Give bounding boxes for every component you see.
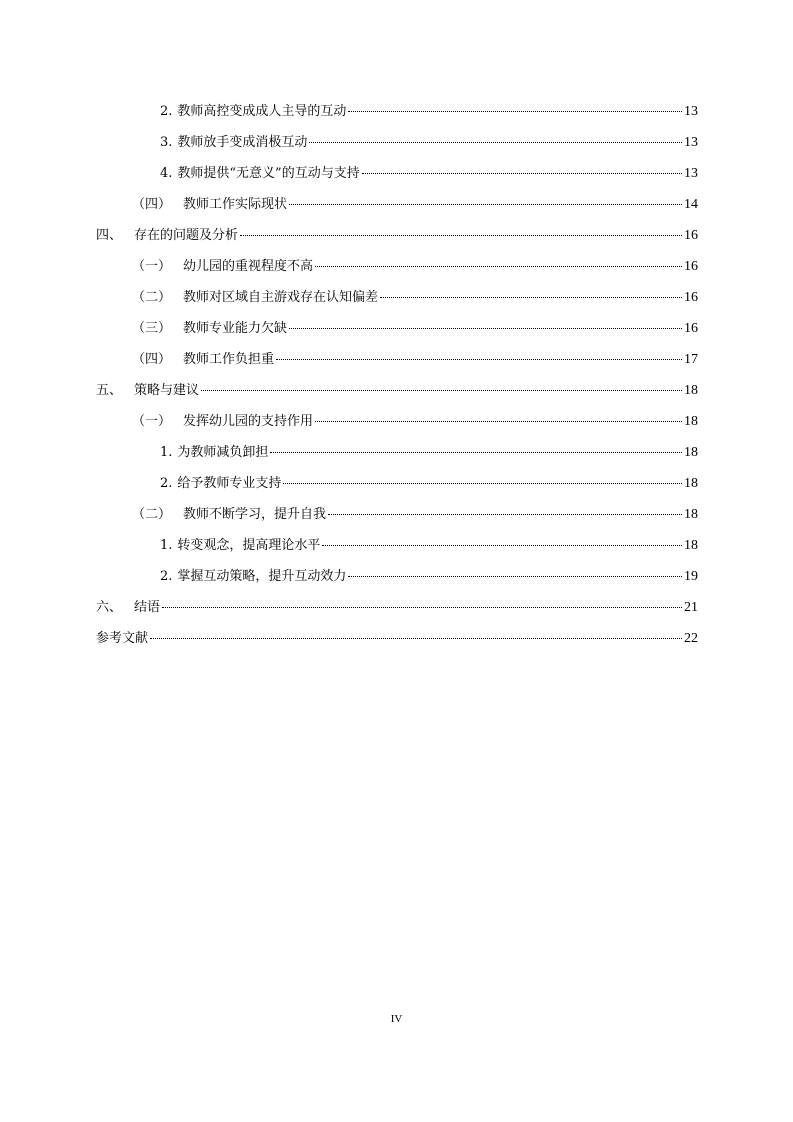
toc-entry-page-number: 17	[684, 352, 698, 367]
toc-entry[interactable]	[96, 561, 698, 592]
toc-entry-label	[132, 282, 378, 313]
toc-entry-label	[96, 592, 160, 623]
toc-entry-title: 教师高控变成成人主导的互动	[177, 104, 347, 119]
toc-entry-page-number: 16	[684, 259, 698, 274]
toc-entry-title: 幼儿园的重视程度不高	[183, 259, 314, 274]
toc-entry[interactable]	[96, 406, 698, 437]
toc-entry-number: 四、	[96, 228, 123, 243]
toc-entry-page-number: 18	[684, 538, 698, 553]
toc-entry[interactable]	[96, 530, 698, 561]
toc-entry-number: （二）	[132, 290, 172, 305]
toc-entry[interactable]	[96, 468, 698, 499]
toc-entry-label	[96, 220, 238, 251]
toc-entry[interactable]	[96, 499, 698, 530]
toc-entry-page-number: 19	[684, 569, 698, 584]
dot-leader	[276, 358, 682, 360]
toc-entry[interactable]	[96, 220, 698, 251]
toc-entry[interactable]	[96, 282, 698, 313]
toc-entry-number: 3.	[160, 135, 173, 150]
toc-entry-label	[132, 189, 287, 220]
toc-entry-number: 2.	[160, 104, 173, 119]
toc-entry-title: 教师对区域自主游戏存在认知偏差	[183, 290, 379, 305]
toc-entry-title: 教师提供“无意义”的互动与支持	[177, 166, 360, 181]
toc-entry-number: 五、	[96, 383, 123, 398]
toc-entry-number: 2.	[160, 476, 173, 491]
toc-entry-label	[160, 468, 281, 499]
page-footer-number: IV	[390, 1013, 403, 1025]
dot-leader	[322, 544, 682, 546]
toc-entry-page-number: 18	[684, 414, 698, 429]
toc-entry[interactable]	[96, 189, 698, 220]
dot-leader	[162, 606, 682, 608]
dot-leader	[309, 141, 682, 143]
toc-entry-page-number: 18	[684, 507, 698, 522]
toc-entry-title: 结语	[134, 600, 161, 615]
toc-entry-label	[132, 499, 326, 530]
dot-leader	[289, 203, 682, 205]
toc-entry-label	[132, 313, 287, 344]
toc-entry-label	[132, 406, 313, 437]
toc-entry-title: 参考文献	[96, 631, 149, 646]
table-of-contents	[96, 96, 698, 654]
toc-entry-number: （一）	[132, 414, 172, 429]
toc-entry[interactable]	[96, 313, 698, 344]
dot-leader	[315, 420, 682, 422]
toc-entry-title: 教师放手变成消极互动	[177, 135, 308, 150]
toc-entry-number: 1.	[160, 538, 173, 553]
toc-entry-page-number: 14	[684, 197, 698, 212]
toc-entry[interactable]	[96, 158, 698, 189]
dot-leader	[328, 513, 682, 515]
toc-entry[interactable]	[96, 592, 698, 623]
toc-entry-page-number: 13	[684, 135, 698, 150]
toc-entry-label	[96, 375, 199, 406]
toc-entry-number: 六、	[96, 600, 123, 615]
dot-leader	[315, 265, 682, 267]
toc-entry-label	[132, 344, 274, 375]
toc-entry-title: 为教师减负卸担	[177, 445, 269, 460]
toc-entry-label	[132, 251, 313, 282]
toc-entry-title: 教师工作实际现状	[183, 197, 288, 212]
toc-entry-title: 发挥幼儿园的支持作用	[183, 414, 314, 429]
dot-leader	[270, 451, 682, 453]
toc-entry-number: （四）	[132, 197, 172, 212]
toc-entry-title: 策略与建议	[134, 383, 200, 398]
toc-entry-title: 掌握互动策略，提升互动效力	[177, 569, 347, 584]
toc-entry-number: （四）	[132, 352, 172, 367]
dot-leader	[240, 234, 682, 236]
toc-entry[interactable]	[96, 344, 698, 375]
toc-entry-title: 转变观念，提高理论水平	[177, 538, 321, 553]
dot-leader	[348, 110, 682, 112]
dot-leader	[283, 482, 682, 484]
toc-entry[interactable]	[96, 251, 698, 282]
toc-entry-label	[160, 127, 307, 158]
toc-entry-title: 教师工作负担重	[183, 352, 275, 367]
dot-leader	[380, 296, 682, 298]
toc-entry-page-number: 16	[684, 321, 698, 336]
toc-entry-page-number: 18	[684, 476, 698, 491]
dot-leader	[201, 389, 682, 391]
toc-entry-title: 教师不断学习，提升自我	[183, 507, 327, 522]
toc-entry-title: 存在的问题及分析	[134, 228, 239, 243]
toc-entry[interactable]	[96, 127, 698, 158]
toc-entry-page-number: 16	[684, 290, 698, 305]
toc-entry-page-number: 18	[684, 383, 698, 398]
toc-entry-number: 2.	[160, 569, 173, 584]
toc-entry-page-number: 13	[684, 104, 698, 119]
toc-entry-number: （三）	[132, 321, 172, 336]
toc-entry-label	[160, 437, 268, 468]
toc-entry-page-number: 16	[684, 228, 698, 243]
toc-entry-title: 教师专业能力欠缺	[183, 321, 288, 336]
toc-entry[interactable]	[96, 96, 698, 127]
toc-entry-label	[96, 623, 148, 654]
dot-leader	[150, 637, 682, 639]
toc-entry-label	[160, 561, 346, 592]
toc-entry[interactable]	[96, 437, 698, 468]
toc-entry-number: 4.	[160, 166, 173, 181]
dot-leader	[348, 575, 682, 577]
toc-entry-label	[160, 530, 320, 561]
toc-entry-number: （一）	[132, 259, 172, 274]
toc-entry[interactable]	[96, 375, 698, 406]
toc-entry-number: （二）	[132, 507, 172, 522]
toc-entry-page-number: 13	[684, 166, 698, 181]
toc-entry-page-number: 22	[684, 631, 698, 646]
dot-leader	[289, 327, 682, 329]
toc-entry-page-number: 18	[684, 445, 698, 460]
toc-entry[interactable]	[96, 623, 698, 654]
dot-leader	[362, 172, 682, 174]
toc-entry-title: 给予教师专业支持	[177, 476, 282, 491]
toc-entry-number: 1.	[160, 445, 173, 460]
toc-entry-label	[160, 96, 346, 127]
toc-entry-label	[160, 158, 360, 189]
toc-entry-page-number: 21	[684, 600, 698, 615]
